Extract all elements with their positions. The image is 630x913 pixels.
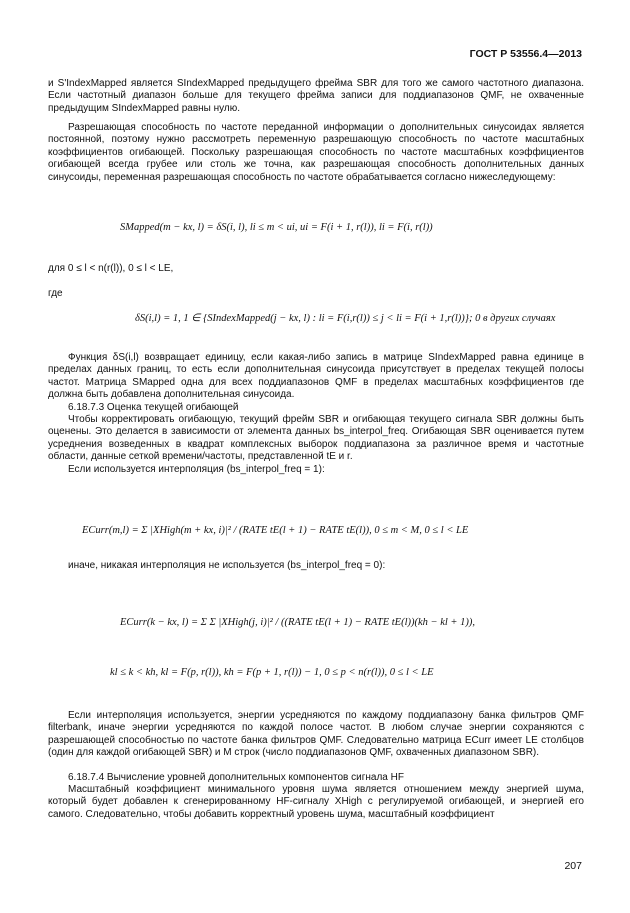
paragraph-3: для 0 ≤ l < n(r(l)), 0 ≤ l < LE,: [48, 263, 174, 274]
page-header: ГОСТ Р 53556.4—2013: [469, 48, 582, 60]
paragraph-9: Если интерполяция используется, энергии усредняются по каждому поддиапазону банка фильтров QMF filterbank, иначе энергии усредняются по каждой полосе частот. В любом случае энергии сохраняются с разрешающей способностью по частоте банка фильтров QMF. Следовательно матрица ECurr имеет LE столбцов (один для каждой огибающей SBR) и M строк (число поддиапазонов QMF, охваченных диапазоном SBR).: [48, 710, 584, 759]
page-number: 207: [564, 860, 582, 872]
formula-e-curr-interp: ECurr(m,l) = Σ |XHigh(m + kx, i)|² / (RATE tE(l + 1) − RATE tE(l)), 0 ≤ m < M, 0 ≤ l < LE: [82, 525, 469, 536]
formula-band-limits: kl ≤ k < kh, kl = F(p, r(l)), kh = F(p + 1, r(l)) − 1, 0 ≤ p < n(r(l)), 0 ≤ l < LE: [110, 667, 434, 678]
formula-s-mapped: SMapped(m − kx, l) = δS(i, l), li ≤ m < ui, ui = F(i + 1, r(l)), li = F(i, r(l)): [120, 222, 433, 233]
paragraph-6: Чтобы корректировать огибающую, текущий фрейм SBR и огибающая текущего сигнала SBR должны быть оценены. Это делается в зависимости от элемента данных bs_interpol_freq. Огибающая SBR оценивается путем усреднения возведенных в квадрат комплексных выборок поддиапазона за различное время и частотные области, данные сеткой времени/частоты, представленной tE и r.: [48, 414, 584, 463]
paragraph-5: Функция δS(i,l) возвращает единицу, если какая-либо запись в матрице SIndexMapped равна единице в пределах данных границ, то есть если дополнительная синусоида присутствует в пределах текущей полосы частот. Матрица SMapped одна для всех поддиапазонов QMF в пределах масштабных коэффициентов где должна быть добавлена дополнительная синусоида.: [48, 352, 584, 401]
paragraph-1: и S'IndexMapped является SIndexMapped предыдущего фрейма SBR для того же самого частотного диапазона. Если частотный диапазон больше для текущего фрейма записи для поддиапазонов QMF, не охваченные предыдущим SIndexMapped равны нулю.: [48, 78, 584, 114]
paragraph-8: иначе, никакая интерполяция не используется (bs_interpol_freq = 0):: [68, 560, 386, 571]
paragraph-2: Разрешающая способность по частоте переданной информации о дополнительных синусоидах является постоянной, поэтому нужно рассмотреть переменную разрешающую способность по частоте масштабных коэффициентов огибающей. Поскольку разрешающая способность по частоте масштабных коэффициентов огибающей всегда грубее или столь же точна, как разрешающая способность дополнительных данных синусоиды, переменная разрешающая способность по частоте обрабатывается согласно нижеследующему:: [48, 122, 584, 183]
section-6-18-7-4: 6.18.7.4 Вычисление уровней дополнительных компонентов сигнала HF: [68, 772, 404, 783]
section-6-18-7-3: 6.18.7.3 Оценка текущей огибающей: [68, 402, 239, 413]
formula-delta-s: δS(i,l) = 1, 1 ∈ {SIndexMapped(j − kx, l) : li = F(i,r(l)) ≤ j < li = F(i + 1,r(l))}; 0 в других случаях: [135, 313, 556, 324]
paragraph-4: где: [48, 288, 63, 299]
paragraph-10: Масштабный коэффициент минимального уровня шума является отношением между энергией шума, который будет добавлен к сгенерированному HF-сигналу XHigh с регулируемой огибающей, и энергией его самого. Следовательно, чтобы добавить корректный уровень шума, масштабный коэффициент: [48, 784, 584, 820]
paragraph-7: Если используется интерполяция (bs_interpol_freq = 1):: [68, 464, 325, 475]
formula-e-curr-no-interp: ECurr(k − kx, l) = Σ Σ |XHigh(j, i)|² / ((RATE tE(l + 1) − RATE tE(l))(kh − kl + 1)),: [120, 617, 476, 628]
